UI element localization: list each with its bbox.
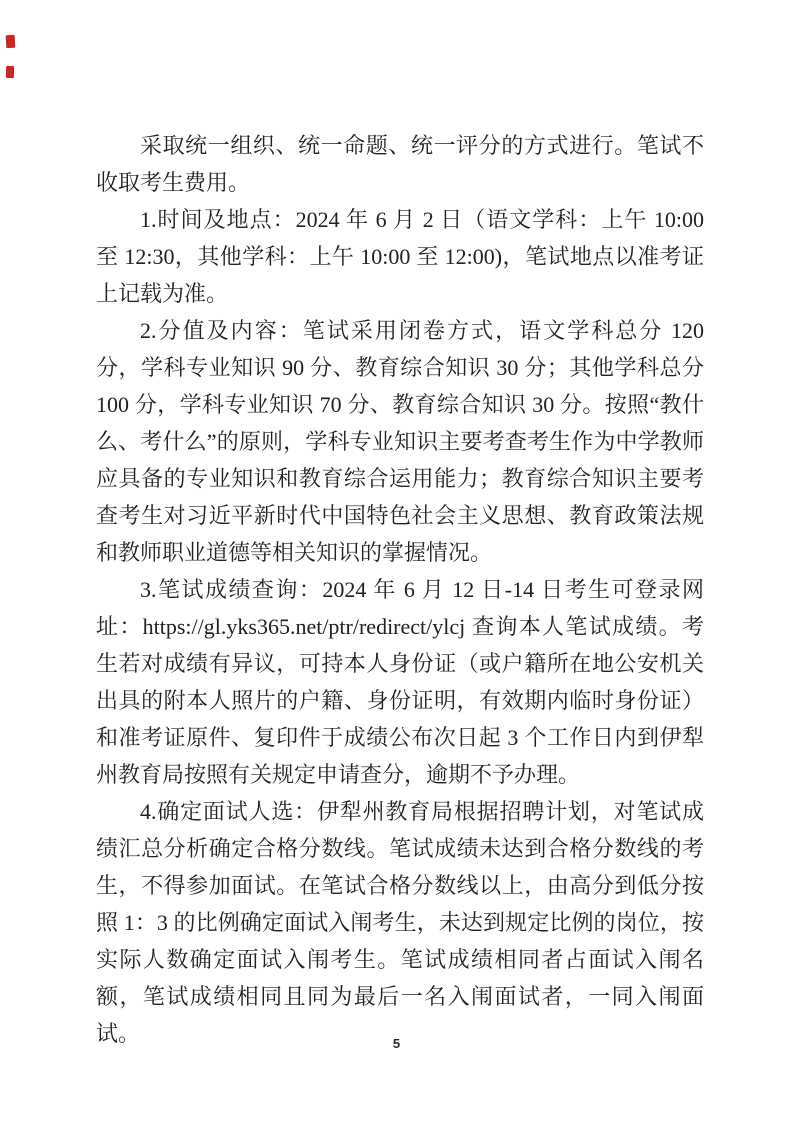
paragraph-intro: 采取统一组织、统一命题、统一评分的方式进行。笔试不收取考生费用。 — [96, 133, 704, 195]
paragraph-score-query: 3.笔试成绩查询：2024 年 6 月 12 日-14 日考生可登录网址：https://gl.yks365.net/ptr/redirect/ylcj 查询本人笔试成绩。考生若对成绩有异议，可持本人身份证（或户籍所在地公安机关出具的附本人照片的户籍、身份证明，有效期内临时身份证）和准考证原件、复印件于成绩公布次日起 3 个工作日内到伊犁州教育局按照有关规定申请查分，逾期不予办理。 — [96, 577, 704, 787]
page-number: 5 — [392, 1036, 401, 1051]
paragraph-score-content: 2.分值及内容：笔试采用闭卷方式，语文学科总分 120 分，学科专业知识 90 分、教育综合知识 30 分；其他学科总分 100 分，学科专业知识 70 分、教育综合知识 30 分。按照“教什么、考什么”的原则，学科专业知识主要考查考生作为中学教师应具备的专业知识和教育综合运用能力；教育综合知识主要考查考生对习近平新时代中国特色社会主义思想、教育政策法规和教师职业道德等相关知识的掌握情况。 — [96, 318, 704, 565]
document-body — [96, 127, 704, 1052]
red-ink-mark-icon — [6, 35, 16, 48]
paragraph-time-location: 1.时间及地点：2024 年 6 月 2 日（语文学科：上午 10:00 至 12:30，其他学科：上午 10:00 至 12:00)，笔试地点以准考证上记载为准。 — [96, 207, 704, 306]
red-ink-mark-icon — [6, 66, 14, 78]
paragraph-interview-selection: 4.确定面试人选：伊犁州教育局根据招聘计划，对笔试成绩汇总分析确定合格分数线。笔试成绩未达到合格分数线的考生，不得参加面试。在笔试合格分数线以上，由高分到低分按照 1：3 的比例确定面试入闱考生，未达到规定比例的岗位，按实际人数确定面试入闱考生。笔试成绩相同者占面试入闱名额，笔试成绩相同且同为最后一名入闱面试者，一同入闱面试。 — [96, 799, 704, 1046]
